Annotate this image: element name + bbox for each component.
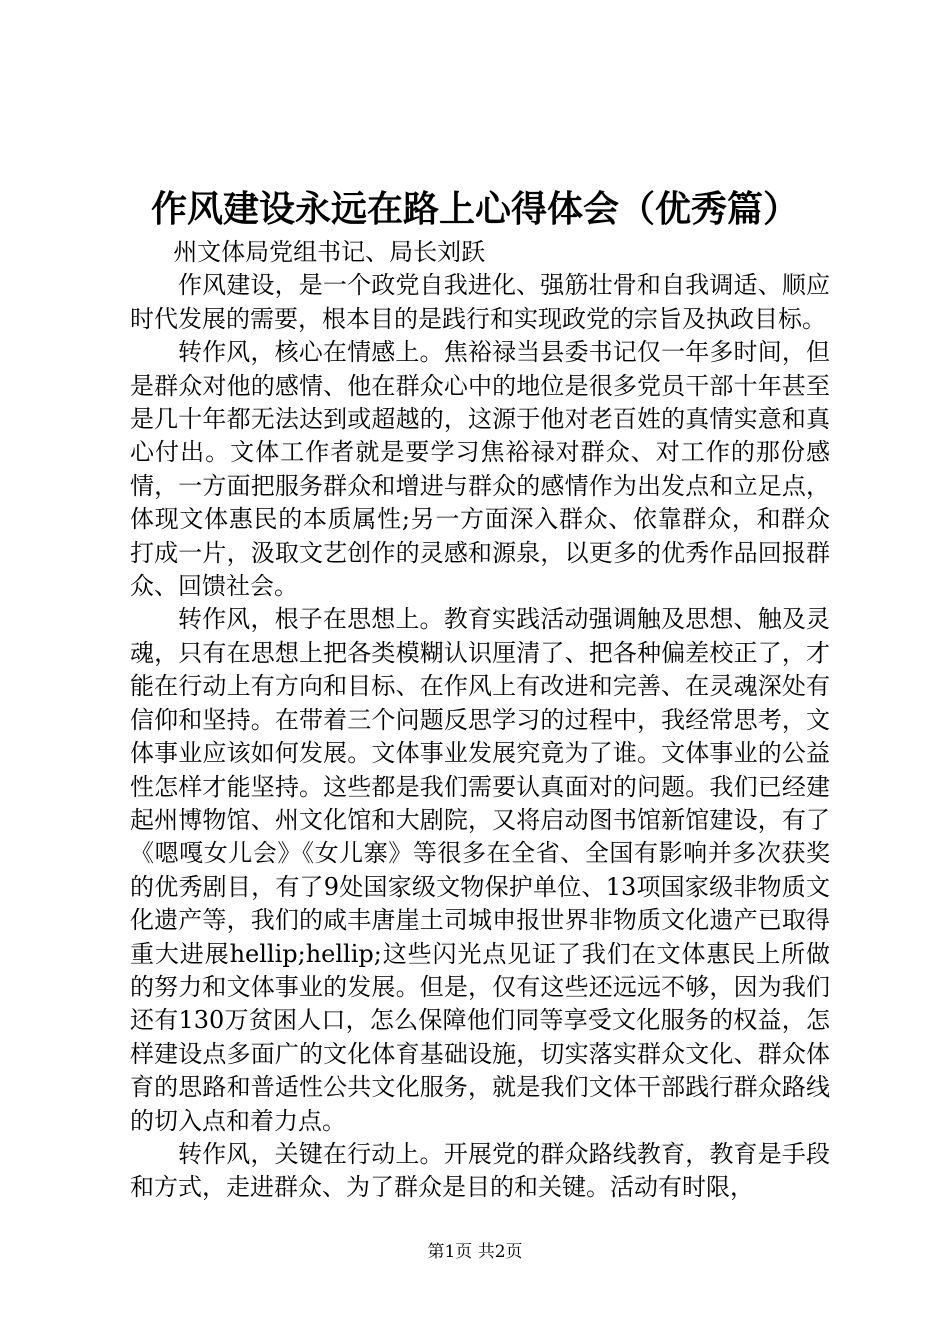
- page-footer: 第1页 共2页: [427, 1242, 523, 1262]
- paragraph-4: 转作风，关键在行动上。开展党的群众路线教育，教育是手段和方式，走进群众、为了群众是目的和关键。活动有时限，: [130, 1139, 830, 1202]
- document-title: 作风建设永远在路上心得体会（优秀篇）: [150, 188, 799, 230]
- paragraph-1: 作风建设，是一个政党自我进化、强筋壮骨和自我调适、顺应时代发展的需要，根本目的是践行和实现政党的宗旨及执政目标。: [130, 271, 830, 333]
- document-body: [130, 236, 830, 1205]
- paragraph-2: 转作风，核心在情感上。焦裕禄当县委书记仅一年多时间，但是群众对他的感情、他在群众心中的地位是很多党员干部十年甚至是几十年都无法达到或超越的，这源于他对老百姓的真情实意和真心付出。文体工作者就是要学习焦裕禄对群众、对工作的那份感情，一方面把服务群众和增进与群众的感情作为出发点和立足点，体现文体惠民的本质属性;另一方面深入群众、依靠群众，和群众打成一片，汲取文艺创作的灵感和源泉，以更多的优秀作品回报群众、回馈社会。: [130, 338, 830, 601]
- author-line: 州文体局党组书记、局长刘跃: [173, 238, 486, 266]
- paragraph-3: 转作风，根子在思想上。教育实践活动强调触及思想、触及灵魂，只有在思想上把各类模糊认识厘清了、把各种偏差校正了，才能在行动上有方向和目标、在作风上有改进和完善、在灵魂深处有信仰和坚持。在带着三个问题反思学习的过程中，我经常思考，文体事业应该如何发展。文体事业发展究竟为了谁。文体事业的公益性怎样才能坚持。这些都是我们需要认真面对的问题。我们已经建起州博物馆、州文化馆和大剧院，又将启动图书馆新馆建设，有了《嗯嘎女儿会》《女儿寨》等很多在全省、全国有影响并多次获奖的优秀剧目，有了9处国家级文物保护单位、13项国家级非物质文化遗产等，我们的咸丰唐崖土司城申报世界非物质文化遗产已取得重大进展hellip;hellip;这些闪光点见证了我们在文体惠民上所做的努力和文体事业的发展。但是，仅有这些还远远不够，因为我们还有130万贫困人口，怎么保障他们同等享受文化服务的权益，怎样建设点多面广的文化体育基础设施，切实落实群众文化、群众体育的思路和普适性公共文化服务，就是我们文体干部践行群众路线的切入点和着力点。: [130, 605, 830, 1135]
